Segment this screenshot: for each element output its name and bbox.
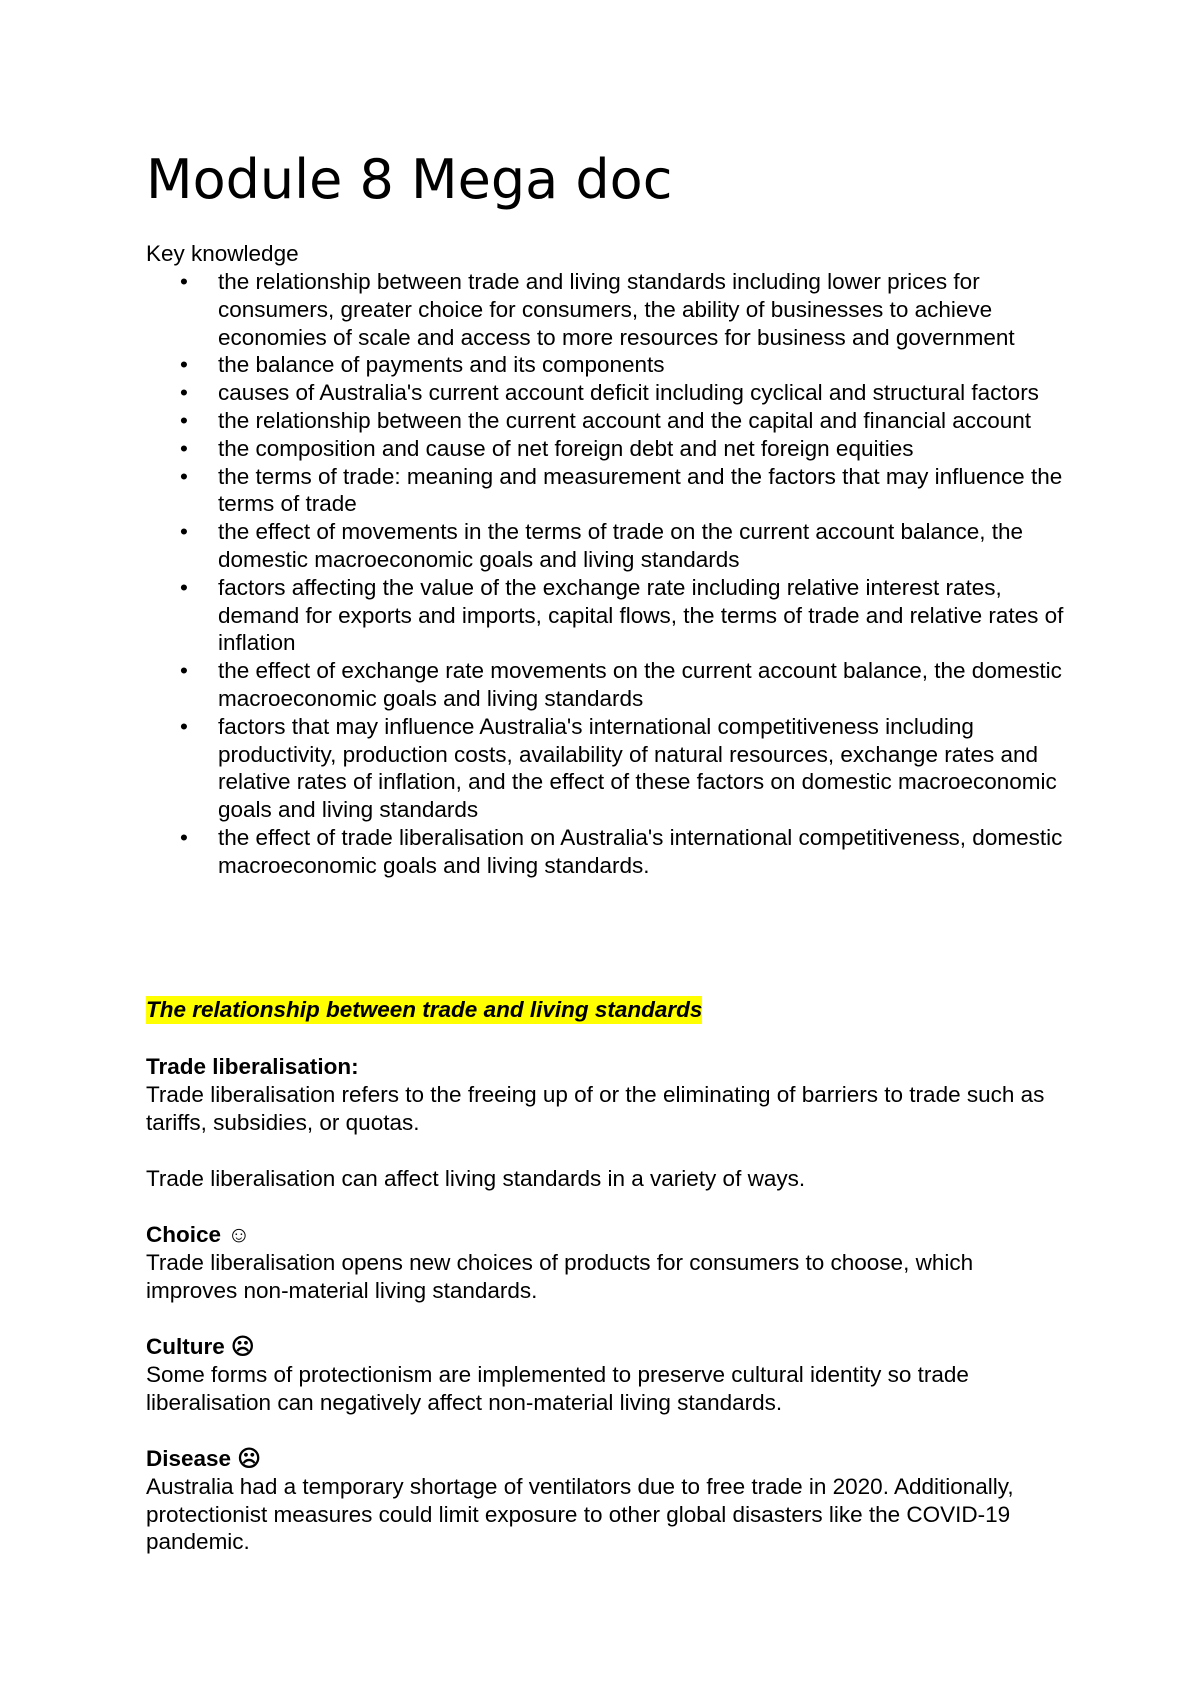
bullet-icon: • bbox=[180, 463, 188, 489]
list-item-text: factors affecting the value of the exchange rate including relative interest rates, demand for exports and imports, capital flows, the terms of trade and relative rates of inflation bbox=[218, 574, 1064, 656]
list-item-text: the effect of exchange rate movements on the current account balance, the domestic macroeconomic goals and living standards bbox=[218, 658, 1062, 711]
list-item bbox=[146, 574, 1066, 657]
choice-heading-line bbox=[146, 1221, 1066, 1249]
bullet-icon: • bbox=[180, 269, 188, 294]
section-heading-block bbox=[146, 996, 1066, 1024]
list-item bbox=[146, 657, 1066, 713]
list-item-text: the relationship between trade and living standards including lower prices for consumers, greater choice for consumers, the ability of businesses to achieve economies of scale and access to more resources for business and government bbox=[218, 269, 1015, 350]
trade-liberalisation-heading: Trade liberalisation: bbox=[146, 1054, 359, 1079]
disease-heading-line bbox=[146, 1445, 1066, 1473]
bullet-icon: • bbox=[180, 407, 188, 433]
frown-icon: ☹ bbox=[237, 1446, 261, 1471]
list-item bbox=[146, 518, 1066, 574]
choice-text: Trade liberalisation opens new choices of products for consumers to choose, which improves non-material living standards. bbox=[146, 1249, 974, 1303]
section-heading: The relationship between trade and living standards bbox=[146, 997, 703, 1022]
bullet-icon: • bbox=[180, 574, 188, 600]
frown-icon: ☹ bbox=[231, 1334, 255, 1359]
bullet-icon: • bbox=[180, 824, 188, 850]
culture-block bbox=[146, 1333, 1066, 1416]
culture-text: Some forms of protectionism are implemented to preserve cultural identity so trade liberalisation can negatively affect non-material living standards. bbox=[146, 1361, 969, 1415]
bullet-icon: • bbox=[180, 519, 188, 545]
disease-block bbox=[146, 1445, 1066, 1556]
smiley-icon: ☺ bbox=[227, 1222, 251, 1247]
culture-heading-line bbox=[146, 1333, 1066, 1361]
list-item-text: causes of Australia's current account deficit including cyclical and structural factors bbox=[218, 380, 1039, 406]
list-item bbox=[146, 435, 1066, 463]
list-item-text: the relationship between the current account and the capital and financial account bbox=[218, 407, 1032, 433]
list-item bbox=[146, 407, 1066, 435]
list-item bbox=[146, 268, 1066, 351]
list-item bbox=[146, 379, 1066, 407]
list-item-text: the effect of trade liberalisation on Australia's international competitiveness, domestic macroeconomic goals and living standards. bbox=[218, 824, 1063, 878]
list-item bbox=[146, 351, 1066, 379]
list-item bbox=[146, 713, 1066, 824]
choice-heading: Choice bbox=[146, 1222, 222, 1247]
trade-liberalisation-effect-block bbox=[146, 1165, 1066, 1193]
bullet-icon: • bbox=[180, 380, 188, 406]
key-knowledge-list bbox=[146, 268, 1066, 880]
bullet-icon: • bbox=[180, 713, 188, 739]
disease-text: Australia had a temporary shortage of ventilators due to free trade in 2020. Additionally, protectionist measures could limit exposure to other global disasters like the COVID-19 pandemic. bbox=[146, 1473, 1014, 1555]
culture-heading: Culture bbox=[146, 1334, 225, 1359]
list-item bbox=[146, 824, 1066, 880]
list-item-text: the terms of trade: meaning and measurement and the factors that may influence the terms of trade bbox=[218, 463, 1063, 517]
bullet-icon: • bbox=[180, 658, 188, 684]
list-item-text: the composition and cause of net foreign debt and net foreign equities bbox=[218, 435, 914, 461]
list-item-text: factors that may influence Australia's international competitiveness including productivity, production costs, availability of natural resources, exchange rates and relative rates of inflation, and the effect of these factors on domestic macroeconomic goals and living standards bbox=[218, 713, 1057, 823]
choice-block bbox=[146, 1221, 1066, 1304]
bullet-icon: • bbox=[180, 352, 188, 378]
list-item bbox=[146, 463, 1066, 519]
list-item-text: the balance of payments and its components bbox=[218, 352, 665, 378]
trade-liberalisation-effect: Trade liberalisation can affect living standards in a variety of ways. bbox=[146, 1166, 806, 1191]
trade-liberalisation-definition: Trade liberalisation refers to the freeing up of or the eliminating of barriers to trade such as tariffs, subsidies, or quotas. bbox=[146, 1081, 1045, 1135]
list-item-text: the effect of movements in the terms of trade on the current account balance, the domestic macroeconomic goals and living standards bbox=[218, 519, 1024, 572]
key-knowledge-label: Key knowledge bbox=[146, 241, 299, 266]
trade-liberalisation-block bbox=[146, 1053, 1066, 1136]
disease-heading: Disease bbox=[146, 1446, 232, 1471]
document-title: Module 8 Mega doc bbox=[146, 148, 673, 211]
bullet-icon: • bbox=[180, 435, 188, 461]
